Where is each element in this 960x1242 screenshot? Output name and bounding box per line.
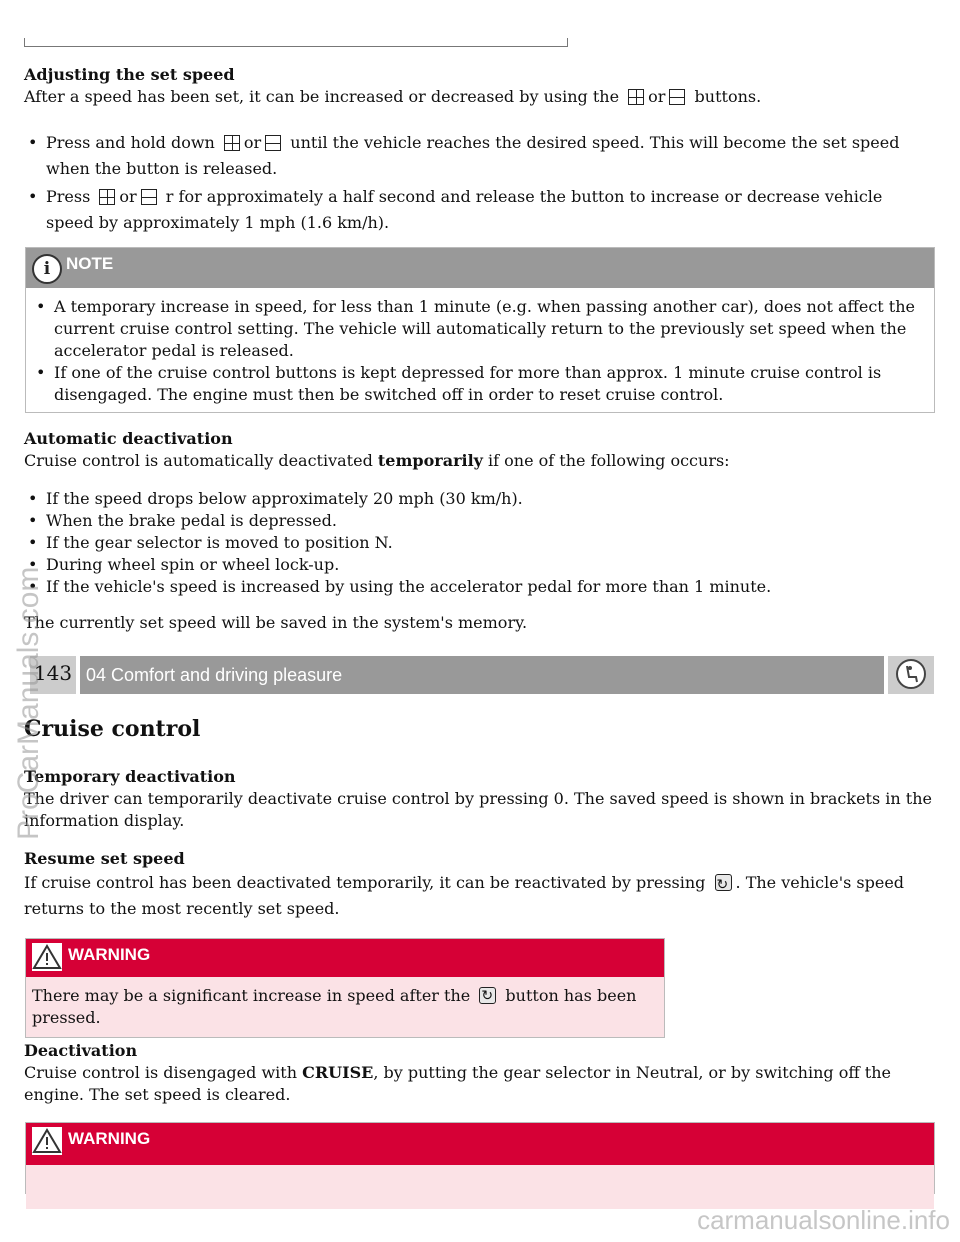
bullet-post: until the vehicle reaches the desired speed. This will become the set speed when the button is released. — [46, 133, 900, 178]
side-watermark: ProCarManuals.com — [12, 566, 45, 840]
auto-intro-pre: Cruise control is automatically deactivated — [24, 451, 373, 470]
plus-button-icon — [628, 89, 644, 105]
bullet-post: r for approximately a half second and release the button to increase or decrease vehicle speed by approximately 1 mph (1.6 km/h). — [46, 187, 883, 232]
seat-icon — [896, 659, 926, 689]
list-item: • If the vehicle's speed is increased by using the accelerator pedal for more than 1 minute. — [24, 576, 934, 598]
chapter-icon-box — [888, 656, 934, 694]
resume-text — [24, 870, 934, 922]
warning-title-2: WARNING — [68, 1129, 151, 1148]
temporary-text: The driver can temporarily deactivate cruise control by pressing 0. The saved speed is shown in brackets in the information display. — [24, 789, 932, 830]
chapter-title: 04 Comfort and driving pleasure — [86, 665, 343, 685]
list-item: • If the speed drops below approximately 20 mph (30 km/h). — [24, 488, 934, 510]
note-body — [26, 288, 934, 412]
adjust-bullets — [24, 130, 934, 236]
section-resume — [24, 848, 934, 922]
warning-title: WARNING — [68, 945, 151, 964]
section-temporary — [24, 766, 934, 832]
resume-pre: If cruise control has been deactivated temporarily, it can be reactivated by pressing — [24, 873, 706, 892]
footer-watermark: carmanualsonline.info — [697, 1205, 950, 1235]
warning-body-2 — [26, 1165, 934, 1209]
list-item: • If one of the cruise control buttons is kept depressed for more than approx. 1 minute cruise control is disengaged. The engine must then be switched off in order to reset cruise control. — [32, 362, 928, 406]
deactivation-bold: CRUISE — [302, 1063, 374, 1082]
note-title: NOTE — [66, 254, 114, 273]
resume-button-icon — [715, 874, 732, 891]
section-adjust — [24, 64, 934, 108]
auto-heading: Automatic deactivation — [24, 429, 233, 448]
warning-triangle-icon — [32, 943, 62, 971]
deactivation-text — [24, 1062, 934, 1106]
minus-button-icon — [141, 189, 157, 205]
list-item: • If the gear selector is moved to position N. — [24, 532, 934, 554]
auto-memory: The currently set speed will be saved in the system's memory. — [24, 613, 528, 632]
plus-button-icon — [99, 189, 115, 205]
info-icon: i — [32, 254, 62, 284]
warning-triangle-icon — [32, 1127, 62, 1155]
warning-header — [26, 939, 664, 977]
top-rule — [24, 38, 568, 47]
note-box — [25, 247, 935, 413]
plus-button-icon — [224, 135, 240, 151]
warning-box-2 — [25, 1122, 935, 1194]
warning-pre: There may be a significant increase in speed after the — [32, 986, 471, 1005]
page-title-wrap — [24, 718, 934, 740]
section-deactivation — [24, 1040, 934, 1106]
bullet-or: or — [243, 133, 262, 152]
adjust-intro-pre: After a speed has been set, it can be increased or decreased by using the — [24, 87, 620, 106]
adjust-heading: Adjusting the set speed — [24, 65, 235, 84]
temporary-heading: Temporary deactivation — [24, 767, 236, 786]
deactivation-heading: Deactivation — [24, 1041, 138, 1060]
deactivation-pre: Cruise control is disengaged with — [24, 1063, 298, 1082]
adjust-intro-or: or — [648, 87, 666, 106]
chapter-title-bar — [80, 656, 884, 694]
minus-button-icon — [669, 89, 685, 105]
auto-intro-post: if one of the following occurs: — [488, 451, 730, 470]
list-item: • A temporary increase in speed, for less than 1 minute (e.g. when passing another car), does not affect the current cruise control setting. The vehicle will automatically return to the previously set speed when the accelerator pedal is released. — [32, 296, 928, 362]
resume-heading: Resume set speed — [24, 849, 185, 868]
page-number: 143 — [30, 656, 76, 694]
adjust-intro — [24, 86, 934, 108]
warning-header-2 — [26, 1123, 934, 1165]
bullet-pre: Press — [46, 187, 91, 206]
bullet-or: or — [119, 187, 137, 206]
warning-box — [25, 938, 665, 1038]
list-item — [24, 130, 934, 182]
list-item — [24, 184, 934, 236]
page-title: Cruise control — [24, 716, 201, 742]
bullet-pre: Press and hold down — [46, 133, 215, 152]
list-item: • When the brake pedal is depressed. — [24, 510, 934, 532]
resume-post: . The vehicle's speed returns to the most recently set speed. — [24, 873, 905, 918]
list-item: • During wheel spin or wheel lock-up. — [24, 554, 934, 576]
adjust-intro-post: buttons. — [694, 87, 762, 106]
chapter-bar — [30, 656, 934, 694]
deactivation-post: , by putting the gear selector in Neutral, or by switching off the engine. The set speed is cleared. — [24, 1063, 891, 1104]
resume-button-icon — [479, 987, 496, 1004]
section-auto — [24, 428, 934, 634]
warning-post: button has been pressed. — [32, 986, 637, 1027]
note-header — [26, 248, 934, 288]
auto-intro — [24, 450, 934, 472]
warning-body — [26, 977, 664, 1037]
minus-button-icon — [265, 135, 281, 151]
auto-intro-bold: temporarily — [377, 451, 483, 470]
